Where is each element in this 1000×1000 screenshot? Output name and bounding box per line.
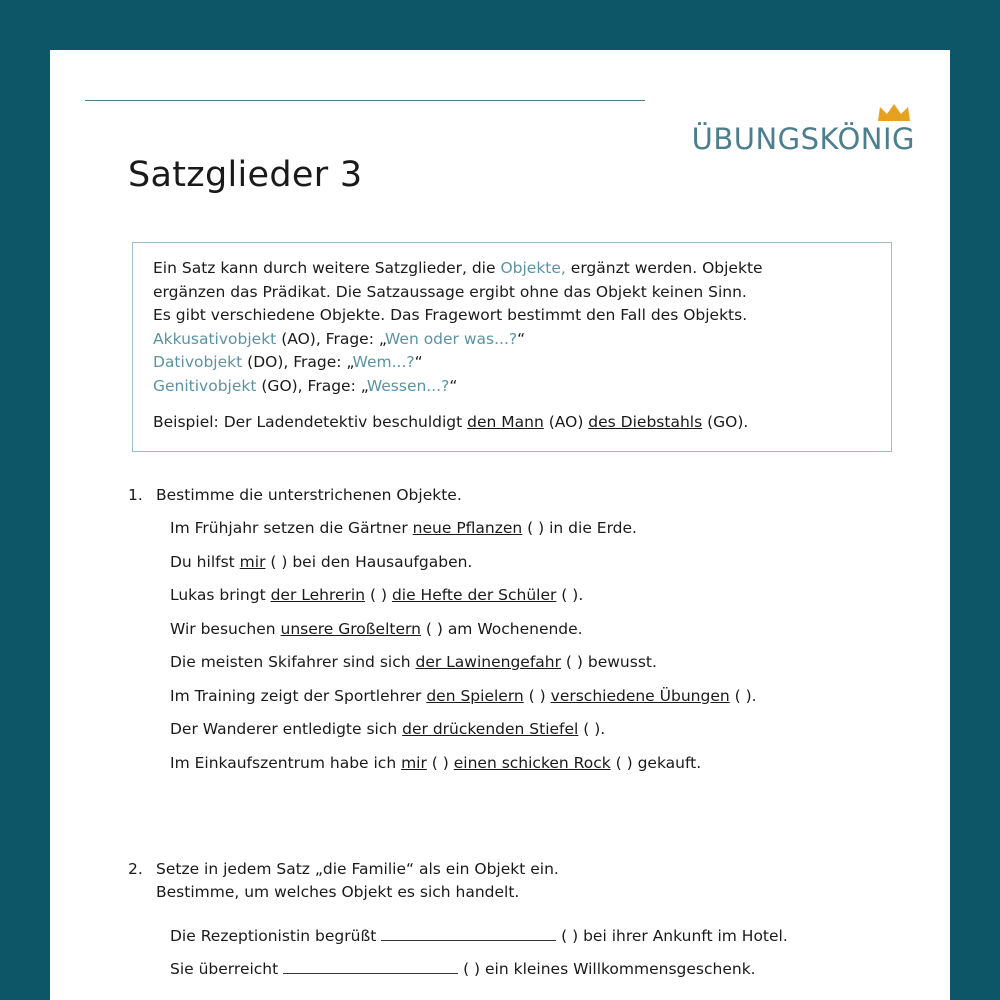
item-text: ( ). <box>578 720 606 739</box>
list-item <box>170 925 918 947</box>
item-text: Im Frühjahr setzen die Gärtner <box>170 519 413 538</box>
info-text: “ <box>414 353 423 372</box>
item-underlined: unsere Großeltern <box>280 619 421 638</box>
item-text: ( ) bei den Hausaufgaben. <box>265 552 473 571</box>
info-highlight-objekte: Objekte, <box>500 259 566 277</box>
info-line-dativ <box>153 351 871 375</box>
item-text: Sie überreicht <box>170 959 284 978</box>
item-underlined: der Lehrerin <box>270 586 366 605</box>
list-item <box>170 517 918 539</box>
info-line-genitiv <box>153 375 871 399</box>
item-text: ( ) gekauft. <box>610 753 702 772</box>
genitiv-question: Wessen...? <box>366 376 450 395</box>
item-text: ( ) <box>523 686 551 705</box>
info-line-1 <box>153 257 871 281</box>
brand-logo <box>691 122 915 156</box>
info-text: (GO). <box>702 413 749 432</box>
exercise-2-heading <box>128 858 918 905</box>
exercise-1-number: 1. <box>128 486 143 504</box>
exercise-1-instruction: Bestimme die unterstrichenen Objekte. <box>156 486 462 504</box>
akkusativ-question: Wen oder was...? <box>384 329 518 348</box>
info-text: “ <box>449 376 458 395</box>
item-underlined: neue Pflanzen <box>412 519 523 538</box>
page-title: Satzglieder 3 <box>128 155 363 195</box>
item-underlined: der drückenden Stiefel <box>402 720 579 739</box>
info-text: Beispiel: Der Ladendetektiv beschuldigt <box>153 413 468 432</box>
info-text: “ <box>517 329 526 348</box>
item-text: ( ). <box>556 586 584 605</box>
list-item <box>170 618 918 640</box>
exercise-2 <box>128 858 918 991</box>
list-item <box>170 958 918 980</box>
info-line-2: ergänzen das Prädikat. Die Satzaussage ergibt ohne das Objekt keinen Sinn. <box>153 282 747 301</box>
exercise-1 <box>128 484 918 785</box>
item-text: Der Wanderer entledigte sich <box>170 720 403 739</box>
item-text: Du hilfst <box>170 552 240 571</box>
akkusativ-label: Akkusativobjekt <box>153 329 277 348</box>
item-text: ( ) <box>426 753 454 772</box>
item-text: Im Training zeigt der Sportlehrer <box>170 686 427 705</box>
info-line-3: Es gibt verschiedene Objekte. Das Fragewort bestimmt den Fall des Objekts. <box>153 306 748 325</box>
item-text: ( ) am Wochenende. <box>420 619 583 638</box>
item-underlined: mir <box>239 552 266 571</box>
list-item <box>170 752 918 774</box>
list-item <box>170 651 918 673</box>
item-underlined: den Spielern <box>426 686 524 705</box>
item-text: ( ). <box>729 686 757 705</box>
item-text: ( ) <box>365 586 392 605</box>
item-text: Wir besuchen <box>170 619 281 638</box>
item-text: Lukas bringt <box>170 586 271 605</box>
crown-icon <box>877 103 911 123</box>
item-underlined: der Lawinengefahr <box>415 653 561 672</box>
answer-blank[interactable] <box>283 959 458 974</box>
exercise-2-instruction-line-2: Bestimme, um welches Objekt es sich handelt. <box>156 883 520 902</box>
worksheet-page <box>50 50 950 1000</box>
info-text: (AO), Frage: „ <box>276 329 385 348</box>
info-text: (GO), Frage: „ <box>256 376 367 395</box>
genitiv-label: Genitivobjekt <box>153 376 257 395</box>
item-underlined-2: einen schicken Rock <box>453 753 611 772</box>
item-underlined: mir <box>401 753 427 772</box>
info-text: (DO), Frage: „ <box>242 353 353 372</box>
answer-blank[interactable] <box>381 926 556 941</box>
info-text: (AO) <box>543 413 589 432</box>
item-text: Die Rezeptionistin begrüßt <box>170 926 382 945</box>
info-box <box>132 242 892 452</box>
list-item <box>170 718 918 740</box>
exercise-1-heading <box>128 484 918 507</box>
info-line-akkusativ <box>153 328 871 352</box>
exercise-2-number: 2. <box>128 860 143 878</box>
info-text: ergänzt werden. Objekte <box>565 259 763 277</box>
exercise-2-instruction <box>156 858 559 905</box>
item-text: ( ) ein kleines Willkommensgeschenk. <box>458 959 756 978</box>
item-text: ( ) bewusst. <box>561 653 657 672</box>
info-line-example <box>153 411 871 435</box>
example-object-1: den Mann <box>467 413 544 432</box>
item-underlined-2: verschiedene Übungen <box>550 686 730 705</box>
list-item <box>170 685 918 707</box>
exercise-2-items <box>170 925 918 981</box>
item-text: Im Einkaufszentrum habe ich <box>170 753 402 772</box>
dativ-question: Wem...? <box>352 353 415 372</box>
exercise-1-items <box>170 517 918 774</box>
list-item <box>170 584 918 606</box>
header-divider <box>85 100 645 101</box>
dativ-label: Dativobjekt <box>153 353 243 372</box>
item-underlined-2: die Hefte der Schüler <box>391 586 557 605</box>
item-text: ( ) in die Erde. <box>522 519 637 538</box>
item-text: Die meisten Skifahrer sind sich <box>170 653 416 672</box>
item-text: ( ) bei ihrer Ankunft im Hotel. <box>556 926 788 945</box>
example-object-2: des Diebstahls <box>588 413 703 432</box>
list-item <box>170 551 918 573</box>
brand-name: ÜBUNGSKÖNIG <box>691 122 915 156</box>
info-text: Ein Satz kann durch weitere Satzglieder, die <box>153 259 501 277</box>
exercise-2-instruction-line-1: Setze in jedem Satz „die Familie“ als ein Objekt ein. <box>156 860 559 878</box>
